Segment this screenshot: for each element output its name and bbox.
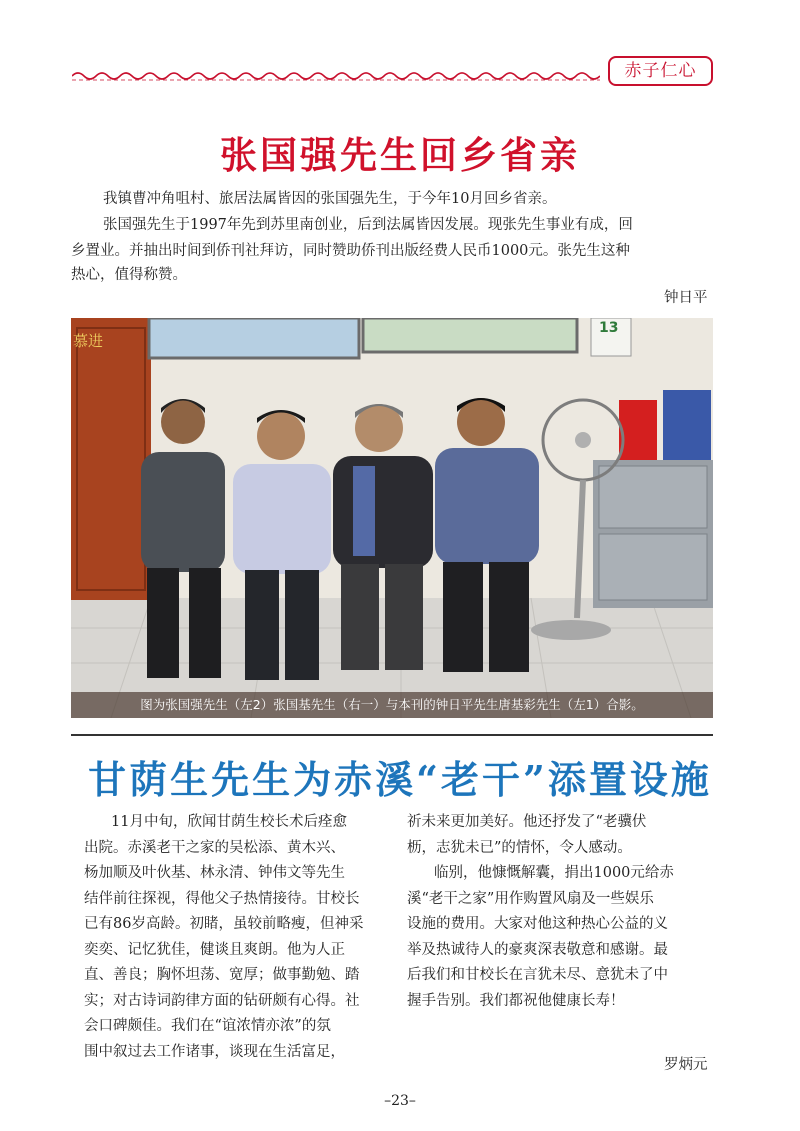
left-line-8: 实；对古诗词韵律方面的钻研颇有心得。社 bbox=[84, 992, 360, 1009]
right-line-3: 临别，他慷慨解囊，捐出1000元给赤 bbox=[434, 865, 674, 881]
right-line-7: 后我们和甘校长在言犹未尽、意犹未了中 bbox=[407, 967, 668, 983]
article2-author: 罗炳元 bbox=[664, 1057, 708, 1073]
right-line-4: 溪“老干之家”用作购置风扇及一些娱乐 bbox=[407, 890, 654, 907]
article1-paragraph-1: 我镇曹冲角咀村、旅居法属皆因的张国强先生，于今年10月回乡省亲。 bbox=[103, 191, 557, 207]
right-line-2: 枥，志犹未已”的情怀，令人感动。 bbox=[407, 839, 632, 856]
right-line-1: 祈未来更加美好。他还抒发了“老骥伏 bbox=[407, 814, 647, 830]
group-photo-illustration bbox=[71, 318, 713, 718]
left-line-4: 结伴前往探视，得他父子热情接待。甘校长 bbox=[84, 890, 360, 907]
article2-right-column bbox=[407, 810, 717, 1014]
right-line-5: 设施的费用。大家对他这种热心公益的义 bbox=[407, 916, 668, 932]
header-decorative-line bbox=[72, 70, 600, 82]
article2-left-column bbox=[84, 810, 401, 1065]
left-line-3: 杨加顺及叶伙基、林永清、钟伟文等先生 bbox=[84, 865, 345, 881]
article1-paragraph-2: 张国强先生于1997年先到苏里南创业，后到法属皆因发展。现张先生事业有成，回 bbox=[103, 217, 633, 233]
right-line-6: 举及热诚待人的豪爽深表敬意和感谢。最 bbox=[407, 941, 668, 958]
right-line-8: 握手告别。我们都祝他健康长寿！ bbox=[407, 992, 625, 1009]
article1-title: 张国强先生回乡省亲 bbox=[220, 133, 580, 177]
calendar-number: 13 bbox=[599, 320, 619, 336]
article1-paragraph-3: 乡置业。并抽出时间到侨刊社拜访，同时赞助侨刊出版经费人民币1000元。张先生这种 bbox=[71, 243, 630, 259]
left-line-9: 会口碑颇佳。我们在“谊浓情亦浓”的氛 bbox=[84, 1018, 331, 1034]
left-line-5: 已有86岁高龄。初睹，虽较前略瘦，但神采 bbox=[84, 916, 364, 932]
left-line-7: 直、善良；胸怀坦荡、宽厚；做事勤勉、踏 bbox=[84, 967, 360, 983]
section-logo: 赤子仁心 bbox=[608, 56, 713, 86]
left-line-2: 出院。赤溪老干之家的吴松添、黄木兴、 bbox=[84, 839, 345, 856]
wall-sign-text: 慕进 bbox=[73, 332, 104, 350]
article1-author: 钟日平 bbox=[664, 290, 708, 306]
photo-caption: 图为张国强先生（左2）张国基先生（右一）与本刊的钟日平先生唐基彩先生（左1）合影。 bbox=[71, 692, 713, 718]
group-photo bbox=[71, 318, 713, 718]
left-line-6: 奕奕、记忆犹佳，健谈且爽朗。他为人正 bbox=[84, 941, 345, 958]
page-number: –23– bbox=[384, 1093, 416, 1109]
section-divider bbox=[71, 734, 713, 736]
article2-title: 甘荫生先生为赤溪“老干”添置设施 bbox=[88, 757, 712, 802]
left-line-1: 11月中旬，欣闻甘荫生校长术后痊愈 bbox=[111, 814, 347, 830]
article1-paragraph-4: 热心，值得称赞。 bbox=[71, 267, 187, 283]
left-line-10: 围中叙过去工作诸事，谈现在生活富足， bbox=[84, 1043, 345, 1060]
